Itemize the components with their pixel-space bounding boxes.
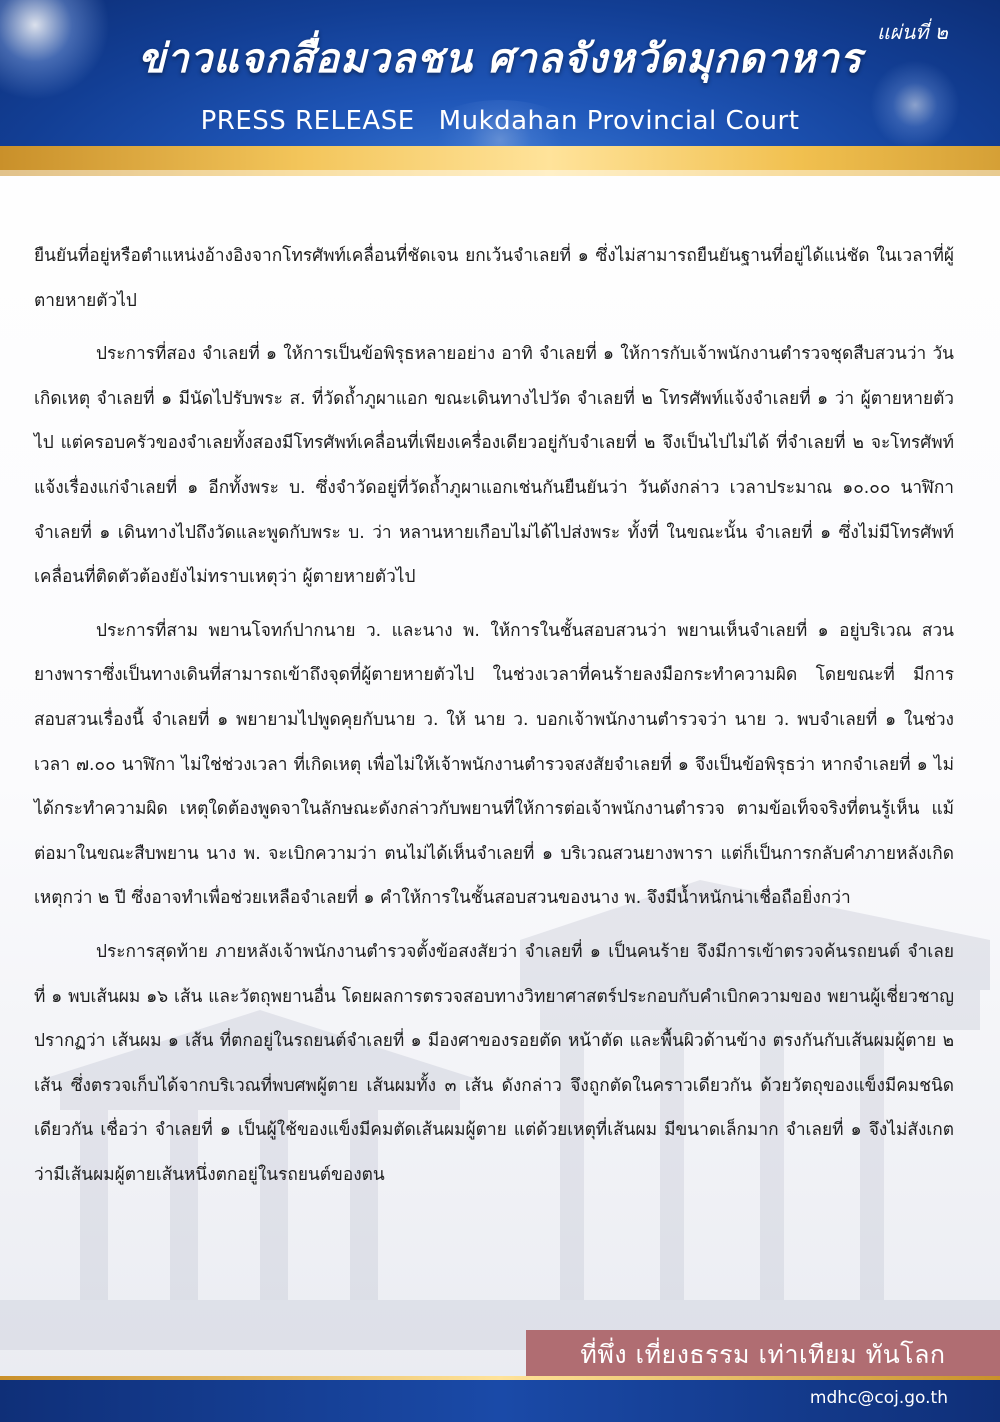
paragraph-second-point: ประการที่สอง จำเลยที่ ๑ ให้การเป็นข้อพิรุธหลายอย่าง อาทิ จำเลยที่ ๑ ให้การกับเจ้าพนักงานตำรวจชุดสืบสวนว่า วันเกิดเหตุ จำเลยที่ ๑ มีนัดไปรับพระ ส. ที่วัดถ้ำภูผาแอก ขณะเดินทางไปวัด จำเลยที่ ๒ โทรศัพท์แจ้งจำเลยที่ ๑ ว่า ผู้ตายหายตัวไป แต่ครอบครัวของจำเลยทั้งสองมีโทรศัพท์เคลื่อนที่เพียงเครื่องเดียวอยู่กับจำเลยที่ ๒ จึงเป็นไปไม่ได้ ที่จำเลยที่ ๒ จะโทรศัพท์แจ้งเรื่องแก่จำเลยที่ ๑ อีกทั้งพระ บ. ซึ่งจำวัดอยู่ที่วัดถ้ำภูผาแอกเช่นกันยืนยันว่า วันดังกล่าว เวลาประมาณ ๑๐.๐๐ นาฬิกา จำเลยที่ ๑ เดินทางไปถึงวัดและพูดกับพระ บ. ว่า หลานหายเกือบไม่ได้ไปส่งพระ ทั้งที่ ในขณะนั้น จำเลยที่ ๑ ซึ่งไม่มีโทรศัพท์เคลื่อนที่ติดตัวต้องยังไม่ทราบเหตุว่า ผู้ตายหายตัวไป [34, 344, 954, 588]
header-subtitle [0, 106, 1000, 136]
header-banner [0, 0, 1000, 148]
header-title: ข่าวแจกสื่อมวลชน ศาลจังหวัดมุกดาหาร [137, 35, 863, 82]
press-release-label: PRESS RELEASE [200, 106, 415, 136]
court-slogan: ที่พึ่ง เที่ยงธรรม เท่าเทียม ทันโลก [526, 1330, 1000, 1380]
court-name-english: Mukdahan Provincial Court [438, 106, 800, 136]
sheet-number: แผ่นที่ ๒ [876, 20, 948, 44]
paragraph-third-point: ประการที่สาม พยานโจทก์ปากนาย ว. และนาง พ. ให้การในชั้นสอบสวนว่า พยานเห็นจำเลยที่ ๑ อยู่บริเวณ สวนยางพาราซึ่งเป็นทางเดินที่สามารถเข้าถึงจุดที่ผู้ตายหายตัวไป ในช่วงเวลาที่คนร้ายลงมือกระทำความผิด โดยขณะที่ มีการสอบสวนเรื่องนี้ จำเลยที่ ๑ พยายามไปพูดคุยกับนาย ว. ให้ นาย ว. บอกเจ้าพนักงานตำรวจว่า นาย ว. พบจำเลยที่ ๑ ในช่วงเวลา ๗.๐๐ นาฬิกา ไม่ใช่ช่วงเวลา ที่เกิดเหตุ เพื่อไม่ให้เจ้าพนักงานตำรวจสงสัยจำเลยที่ ๑ จึงเป็นข้อพิรุธว่า หากจำเลยที่ ๑ ไม่ได้กระทำความผิด เหตุใดต้องพูดจาในลักษณะดังกล่าวกับพยานที่ให้การต่อเจ้าพนักงานตำรวจ ตามข้อเท็จจริงที่ตนรู้เห็น แม้ต่อมาในขณะสืบพยาน นาง พ. จะเบิกความว่า ตนไม่ได้เห็นจำเลยที่ ๑ บริเวณสวนยางพารา แต่ก็เป็นการกลับคำภายหลังเกิดเหตุกว่า ๒ ปี ซึ่งอาจทำเพื่อช่วยเหลือจำเลยที่ ๑ คำให้การในชั้นสอบสวนของนาง พ. จึงมีน้ำหนักน่าเชื่อถือยิ่งกว่า [34, 620, 954, 909]
header-gold-band [0, 146, 1000, 176]
body-text [34, 234, 954, 1206]
paragraph-final-point: ประการสุดท้าย ภายหลังเจ้าพนักงานตำรวจตั้งข้อสงสัยว่า จำเลยที่ ๑ เป็นคนร้าย จึงมีการเข้าตรวจค้นรถยนต์ จำเลยที่ ๑ พบเส้นผม ๑๖ เส้น และวัตถุพยานอื่น โดยผลการตรวจสอบทางวิทยาศาสตร์ประกอบกับคำเบิกความของ พยานผู้เชี่ยวชาญปรากฏว่า เส้นผม ๑ เส้น ที่ตกอยู่ในรถยนต์จำเลยที่ ๑ มีองศาของรอยตัด หน้าตัด และพื้นผิวด้านข้าง ตรงกันกับเส้นผมผู้ตาย ๒ เส้น ซึ่งตรวจเก็บได้จากบริเวณที่พบศพผู้ตาย เส้นผมทั้ง ๓ เส้น ดังกล่าว จึงถูกตัดในคราวเดียวกัน ด้วยวัตถุของแข็งมีคมชนิดเดียวกัน เชื่อว่า จำเลยที่ ๑ เป็นผู้ใช้ของแข็งมีคมตัดเส้นผมผู้ตาย แต่ด้วยเหตุที่เส้นผม มีขนาดเล็กมาก จำเลยที่ ๑ จึงไม่สังเกตว่ามีเส้นผมผู้ตายเส้นหนึ่งตกอยู่ในรถยนต์ของตน [34, 941, 954, 1185]
contact-email[interactable]: mdhc@coj.go.th [809, 1388, 948, 1408]
paragraph-continuation: ยืนยันที่อยู่หรือตำแหน่งอ้างอิงจากโทรศัพท์เคลื่อนที่ชัดเจน ยกเว้นจำเลยที่ ๑ ซึ่งไม่สามารถยืนยันฐานที่อยู่ได้แน่ชัด ในเวลาที่ผู้ตายหายตัวไป [34, 246, 954, 311]
